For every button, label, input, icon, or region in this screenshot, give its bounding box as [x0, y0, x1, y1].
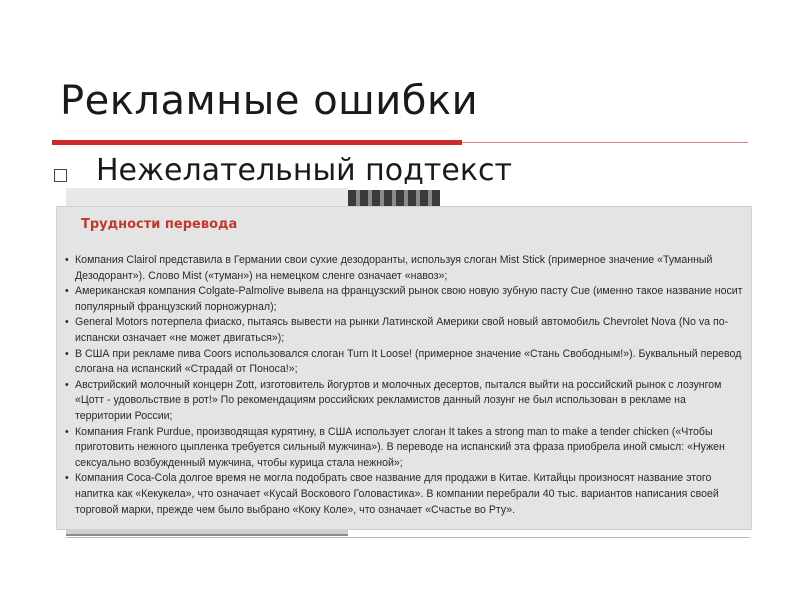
translation-panel: [56, 206, 752, 530]
list-item-text: Австрийский молочный концерн Zott, изготовитель йогуртов и молочных десертов, пытался выйти на российский рынок с лозунгом «Цотт - удовольствие в рот!» По рекомендациям российских рекламистов данный лозунг не был использован в рекламе на территории России;: [75, 378, 722, 422]
bullet-dot-icon: •: [65, 285, 69, 298]
list-item: [65, 471, 745, 518]
list-item-text: Компания Clairol представила в Германии свои сухие дезодоранты, используя слоган Mist Stick (примерное значение «Туманный Дезодорант»). Слово Mist («туман») на немецком сленге означает «навоз»;: [75, 254, 713, 282]
bullet-dot-icon: •: [65, 347, 69, 360]
list-item-text: General Motors потерпела фиаско, пытаясь вывести на рынки Латинской Америки свой новый автомобиль Chevrolet Nova (No va по-испански означает «не может двигаться»);: [75, 316, 729, 344]
list-item: [65, 315, 745, 346]
panel-list: [65, 253, 745, 518]
bottom-divider: [66, 537, 750, 538]
title-underline-red: [52, 140, 462, 145]
panel-heading: Трудности перевода: [81, 217, 238, 232]
list-item-text: В США при рекламе пива Coors использовался слоган Turn It Loose! (примерное значение «Стань Свободным!»). Буквальный перевод слогана на испанский «Страдай от Поноса!»;: [75, 347, 742, 376]
slide-subtitle: Нежелательный подтекст: [96, 153, 512, 188]
list-item: [65, 284, 745, 315]
list-item-text: Компания Coca-Cola долгое время не могла подобрать свое название для продажи в Китае. Китайцы произносят название этого напитка как «Кекукела», что означает «Кусай Воскового Головастика». В компании перебрали 40 тыс. вариантов написания своей торговой марки, прежде чем было выбрано «Коку Коле», что означает «Счастье во Рту».: [75, 472, 719, 516]
bullet-dot-icon: •: [65, 254, 69, 266]
bullet-dot-icon: •: [65, 472, 69, 485]
list-item: [65, 378, 745, 425]
bullet-dot-icon: •: [65, 425, 69, 438]
bullet-dot-icon: •: [65, 378, 69, 391]
square-bullet-icon: [54, 169, 67, 182]
list-item-text: Американская компания Colgate-Palmolive вывела на французский рынок свою новую зубную пасту Cue (именно такое название носит популярный французский порножурнал);: [75, 285, 743, 313]
title-underline-thin: [462, 142, 748, 143]
bullet-dot-icon: •: [65, 316, 69, 329]
image-bottom-edge: [66, 534, 348, 536]
list-item: [65, 253, 745, 284]
list-item-text: Компания Frank Purdue, производящая курятину, в США использует слоган It takes a strong man to make a tender chicken («Чтобы приготовить нежного цыпленка требуется сильный мужчина»). В переводе на испанский эта фраза приобрела иной смысл: «Нужен сексуально возбужденный мужчина, чтобы курица стала нежной»;: [75, 425, 725, 469]
slide-title: Рекламные ошибки: [60, 78, 479, 124]
list-item: [65, 425, 745, 472]
list-item: [65, 347, 745, 378]
